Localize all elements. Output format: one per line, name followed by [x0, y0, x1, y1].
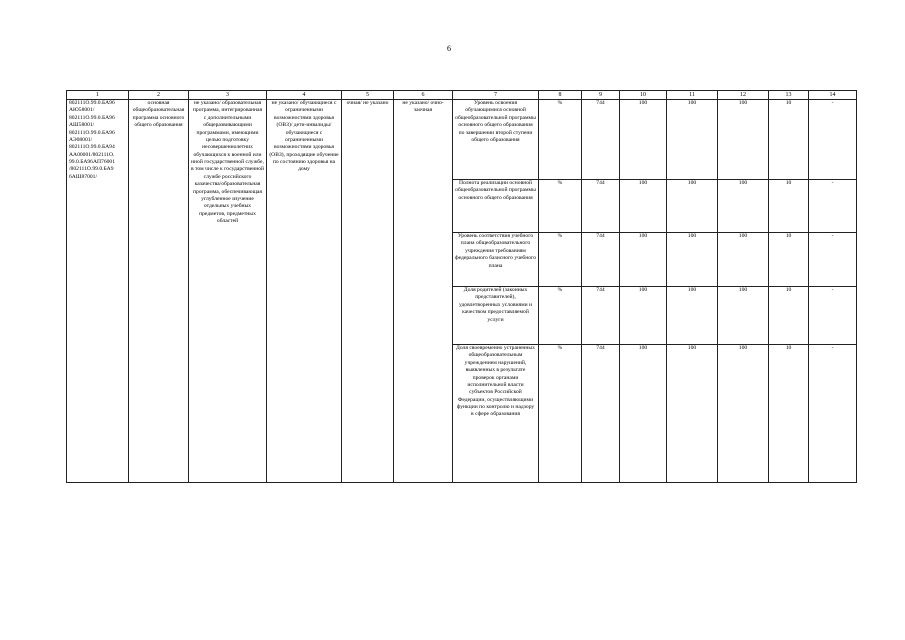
condition-cell: очная/ не указано [342, 100, 394, 483]
indicators-table [66, 90, 857, 483]
value-cell: 100 [667, 345, 718, 483]
column-header: 7 [453, 91, 539, 100]
value-cell: 100 [667, 287, 718, 345]
indicator-name: Уровень освоения обучающимися основной общеобразовательной программы основного общего образования по завершении второй ступени общего образования [453, 100, 539, 180]
column-14-cell: - [809, 100, 857, 180]
unit-cell: % [539, 345, 582, 483]
unit-cell: % [539, 287, 582, 345]
column-header: 1 [67, 91, 129, 100]
value-cell: 100 [718, 180, 769, 233]
okei-cell: 744 [582, 345, 620, 483]
column-header: 10 [620, 91, 667, 100]
indicator-name: Доля своевременно устраненных общеобразовательным учреждением нарушений, выявленных в результате проверок органами исполнительной власти субъектов Российской Федерации, осуществляющими функции по контролю и надзору в сфере образования [453, 345, 539, 483]
okei-cell: 744 [582, 180, 620, 233]
header-row [67, 91, 857, 100]
okei-cell: 744 [582, 233, 620, 287]
column-14-cell: - [809, 180, 857, 233]
column-header: 5 [342, 91, 394, 100]
value-cell: 100 [718, 287, 769, 345]
content-cell: основная общеобразовательная программа основного общего образования [129, 100, 189, 483]
condition-cell: не указано/ очно-заочная [394, 100, 453, 483]
value-cell: 100 [620, 287, 667, 345]
deviation-cell: 10 [769, 180, 809, 233]
indicator-name: Доля родителей (законных представителей), удовлетворенных условиями и качеством предоставляемой услуги [453, 287, 539, 345]
value-cell: 100 [620, 100, 667, 180]
value-cell: 100 [667, 233, 718, 287]
column-14-cell: - [809, 287, 857, 345]
content-cell: не указано/ образовательная программа, интегрированная с дополнительными общеразвивающими программами, имеющими целью подготовку несовершеннолетних обучающихся к военной или иной государственной службе, в том числе к государственной службе российского казачества/образовательная программа, обеспечивающая углубленное изучение отдельных учебных предметов, предметных областей [189, 100, 267, 483]
value-cell: 100 [620, 180, 667, 233]
column-header: 4 [267, 91, 342, 100]
column-header: 8 [539, 91, 582, 100]
column-header: 12 [718, 91, 769, 100]
deviation-cell: 10 [769, 233, 809, 287]
value-cell: 100 [667, 100, 718, 180]
unit-cell: % [539, 233, 582, 287]
column-header: 13 [769, 91, 809, 100]
column-14-cell: - [809, 345, 857, 483]
value-cell: 100 [718, 100, 769, 180]
indicator-name: Уровень соответствия учебного плана общеобразовательного учреждения требованиям федерального базисного учебного плана [453, 233, 539, 287]
deviation-cell: 10 [769, 345, 809, 483]
registry-codes-cell: 802111О.99.0.БА96 АЮ58001/ 802111О.99.0.БА96 АШ58001/ 802111О.99.0.БА96 АЭ08001/ 802111О.99.0.БА94 АА00001/802111О. 99.0.БА96АП76001 /802111О.99.0.БА9 6АШ87001/ [67, 100, 129, 483]
value-cell: 100 [620, 345, 667, 483]
unit-cell: % [539, 180, 582, 233]
value-cell: 100 [667, 180, 718, 233]
column-header: 6 [394, 91, 453, 100]
table-row [67, 100, 857, 180]
value-cell: 100 [718, 233, 769, 287]
unit-cell: % [539, 100, 582, 180]
page-number: 6 [447, 44, 451, 53]
column-header: 9 [582, 91, 620, 100]
content-cell: не указано/ обучающиеся с ограниченными возможностями здоровья (ОВЗ)/ дети-инвалиды/обучающиеся с ограниченными возможностями здоровья (ОВЗ), проходящие обучение по состоянию здоровья на дому [267, 100, 342, 483]
column-header: 3 [189, 91, 267, 100]
column-header: 11 [667, 91, 718, 100]
okei-cell: 744 [582, 287, 620, 345]
okei-cell: 744 [582, 100, 620, 180]
deviation-cell: 10 [769, 287, 809, 345]
column-14-cell: - [809, 233, 857, 287]
column-header: 2 [129, 91, 189, 100]
value-cell: 100 [620, 233, 667, 287]
deviation-cell: 10 [769, 100, 809, 180]
indicator-name: Полнота реализации основной общеобразовательной программы основного общего образования [453, 180, 539, 233]
value-cell: 100 [718, 345, 769, 483]
column-header: 14 [809, 91, 857, 100]
